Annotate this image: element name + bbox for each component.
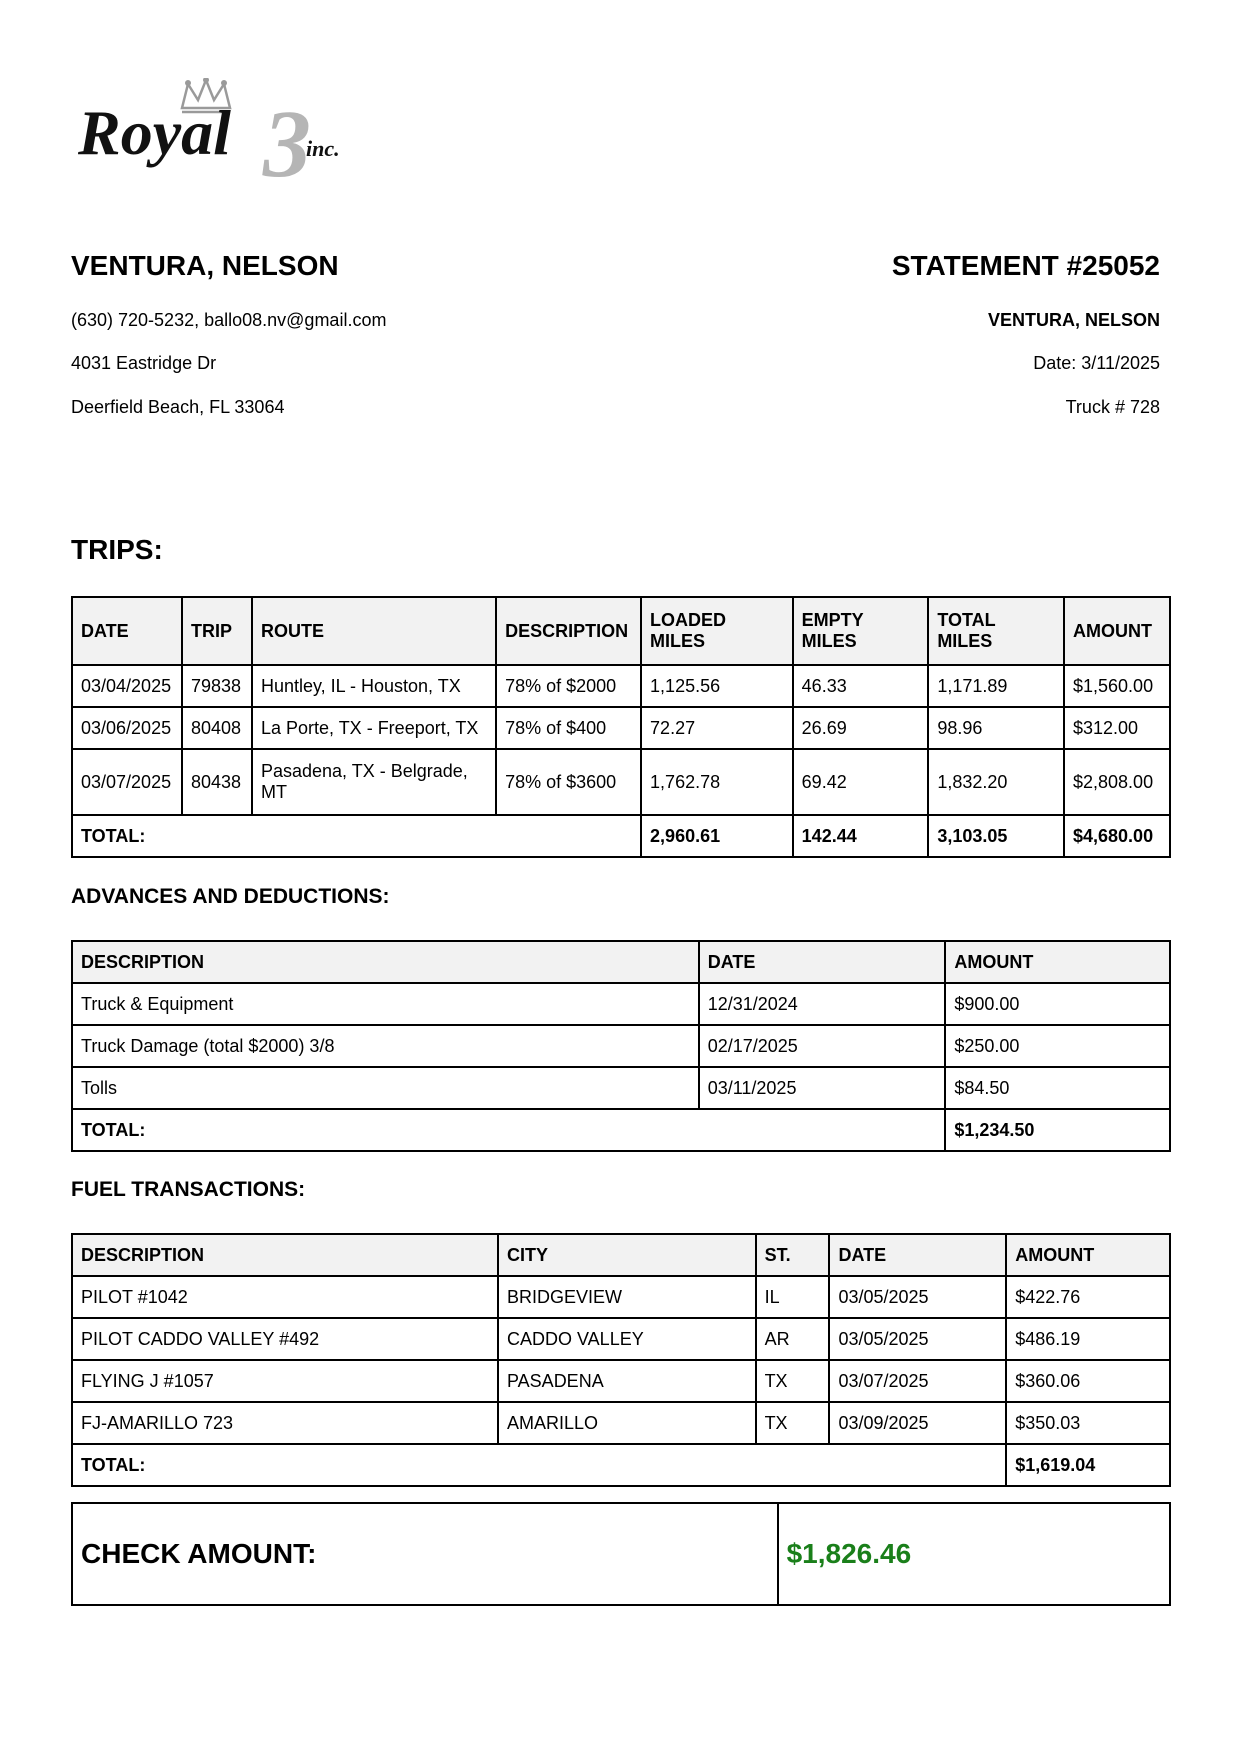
table-row xyxy=(72,983,1170,1025)
fuel-city: CADDO VALLEY xyxy=(498,1318,756,1360)
fuel-amount: $350.03 xyxy=(1006,1402,1170,1444)
fuel-state: IL xyxy=(756,1276,830,1318)
fuel-description: FLYING J #1057 xyxy=(72,1360,498,1402)
fuel-state: TX xyxy=(756,1402,830,1444)
advance-amount: $250.00 xyxy=(945,1025,1170,1067)
advance-date: 02/17/2025 xyxy=(699,1025,946,1067)
royal3-logo-graphic xyxy=(78,78,378,188)
trip-loaded-miles: 1,762.78 xyxy=(641,749,793,815)
fuel-header-row xyxy=(72,1234,1170,1276)
fuel-state: AR xyxy=(756,1318,830,1360)
check-amount-value: $1,826.46 xyxy=(778,1503,1170,1605)
trip-number: 79838 xyxy=(182,665,252,707)
trips-title: TRIPS: xyxy=(71,534,163,565)
check-amount-row xyxy=(72,1503,1170,1605)
trip-description: 78% of $400 xyxy=(496,707,641,749)
statement-title: STATEMENT #25052 xyxy=(891,250,1160,281)
logo-numeral: 3 xyxy=(263,90,311,188)
advance-amount: $84.50 xyxy=(945,1067,1170,1109)
statement-truck: Truck # 728 xyxy=(1065,397,1160,417)
driver-address-line2: Deerfield Beach, FL 33064 xyxy=(71,397,285,417)
col-header-empty-miles: EMPTY MILES xyxy=(793,597,929,665)
col-header-description: DESCRIPTION xyxy=(496,597,641,665)
trips-header-row xyxy=(72,597,1170,665)
fuel-table xyxy=(71,1233,1171,1487)
trip-date: 03/04/2025 xyxy=(72,665,182,707)
trips-total-row xyxy=(72,815,1170,857)
trip-number: 80438 xyxy=(182,749,252,815)
col-header-description: DESCRIPTION xyxy=(72,941,699,983)
trips-total-label: TOTAL: xyxy=(72,815,641,857)
table-row xyxy=(72,1318,1170,1360)
col-header-loaded-miles: LOADED MILES xyxy=(641,597,793,665)
statement-name: VENTURA, NELSON xyxy=(987,310,1160,330)
trip-empty-miles: 69.42 xyxy=(793,749,929,815)
advances-total-label: TOTAL: xyxy=(72,1109,945,1151)
trips-total-amount: $4,680.00 xyxy=(1064,815,1170,857)
advance-date: 03/11/2025 xyxy=(699,1067,946,1109)
fuel-total-row xyxy=(72,1444,1170,1486)
table-row xyxy=(72,707,1170,749)
trip-date: 03/07/2025 xyxy=(72,749,182,815)
fuel-description: PILOT #1042 xyxy=(72,1276,498,1318)
trip-loaded-miles: 1,125.56 xyxy=(641,665,793,707)
trip-number: 80408 xyxy=(182,707,252,749)
table-row xyxy=(72,665,1170,707)
col-header-state: ST. xyxy=(756,1234,830,1276)
trip-amount: $2,808.00 xyxy=(1064,749,1170,815)
fuel-total-amount: $1,619.04 xyxy=(1006,1444,1170,1486)
trip-route: Pasadena, TX - Belgrade, MT xyxy=(252,749,496,815)
check-amount-label: CHECK AMOUNT: xyxy=(72,1503,778,1605)
fuel-date: 03/07/2025 xyxy=(829,1360,1006,1402)
driver-name: VENTURA, NELSON xyxy=(71,250,339,281)
col-header-description: DESCRIPTION xyxy=(72,1234,498,1276)
fuel-amount: $422.76 xyxy=(1006,1276,1170,1318)
logo-suffix: inc. xyxy=(306,136,340,161)
trip-empty-miles: 46.33 xyxy=(793,665,929,707)
fuel-amount: $486.19 xyxy=(1006,1318,1170,1360)
trip-empty-miles: 26.69 xyxy=(793,707,929,749)
advance-date: 12/31/2024 xyxy=(699,983,946,1025)
trip-description: 78% of $2000 xyxy=(496,665,641,707)
advances-header-row xyxy=(72,941,1170,983)
advance-description: Tolls xyxy=(72,1067,699,1109)
trips-table xyxy=(71,596,1171,858)
company-logo xyxy=(78,78,378,188)
trips-total-miles: 3,103.05 xyxy=(928,815,1064,857)
table-row xyxy=(72,1067,1170,1109)
fuel-city: AMARILLO xyxy=(498,1402,756,1444)
fuel-date: 03/05/2025 xyxy=(829,1276,1006,1318)
trips-total-loaded: 2,960.61 xyxy=(641,815,793,857)
col-header-total-miles: TOTAL MILES xyxy=(928,597,1064,665)
advances-total-row xyxy=(72,1109,1170,1151)
fuel-city: PASADENA xyxy=(498,1360,756,1402)
col-header-amount: AMOUNT xyxy=(1064,597,1170,665)
fuel-date: 03/09/2025 xyxy=(829,1402,1006,1444)
trip-route: La Porte, TX - Freeport, TX xyxy=(252,707,496,749)
col-header-route: ROUTE xyxy=(252,597,496,665)
fuel-description: FJ-AMARILLO 723 xyxy=(72,1402,498,1444)
table-row xyxy=(72,1360,1170,1402)
trip-route: Huntley, IL - Houston, TX xyxy=(252,665,496,707)
fuel-city: BRIDGEVIEW xyxy=(498,1276,756,1318)
col-header-amount: AMOUNT xyxy=(1006,1234,1170,1276)
col-header-amount: AMOUNT xyxy=(945,941,1170,983)
table-row xyxy=(72,1402,1170,1444)
trip-total-miles: 1,832.20 xyxy=(928,749,1064,815)
trip-amount: $1,560.00 xyxy=(1064,665,1170,707)
col-header-date: DATE xyxy=(72,597,182,665)
advances-title: ADVANCES AND DEDUCTIONS: xyxy=(71,885,390,908)
advance-description: Truck Damage (total $2000) 3/8 xyxy=(72,1025,699,1067)
col-header-city: CITY xyxy=(498,1234,756,1276)
trip-total-miles: 98.96 xyxy=(928,707,1064,749)
driver-contact: (630) 720-5232, ballo08.nv@gmail.com xyxy=(71,310,387,330)
statement-date: Date: 3/11/2025 xyxy=(1033,353,1160,373)
check-amount-box xyxy=(71,1502,1171,1606)
trip-loaded-miles: 72.27 xyxy=(641,707,793,749)
fuel-title: FUEL TRANSACTIONS: xyxy=(71,1178,306,1201)
logo-word: Royal xyxy=(78,97,231,168)
advance-amount: $900.00 xyxy=(945,983,1170,1025)
col-header-date: DATE xyxy=(699,941,946,983)
table-row xyxy=(72,1025,1170,1067)
trips-total-empty: 142.44 xyxy=(793,815,929,857)
trip-date: 03/06/2025 xyxy=(72,707,182,749)
fuel-total-label: TOTAL: xyxy=(72,1444,1006,1486)
advances-table xyxy=(71,940,1171,1152)
table-row xyxy=(72,749,1170,815)
col-header-date: DATE xyxy=(829,1234,1006,1276)
advances-total-amount: $1,234.50 xyxy=(945,1109,1170,1151)
fuel-date: 03/05/2025 xyxy=(829,1318,1006,1360)
fuel-description: PILOT CADDO VALLEY #492 xyxy=(72,1318,498,1360)
fuel-amount: $360.06 xyxy=(1006,1360,1170,1402)
driver-address-line1: 4031 Eastridge Dr xyxy=(71,353,217,373)
advance-description: Truck & Equipment xyxy=(72,983,699,1025)
trip-amount: $312.00 xyxy=(1064,707,1170,749)
fuel-state: TX xyxy=(756,1360,830,1402)
trip-description: 78% of $3600 xyxy=(496,749,641,815)
trip-total-miles: 1,171.89 xyxy=(928,665,1064,707)
col-header-trip: TRIP xyxy=(182,597,252,665)
table-row xyxy=(72,1276,1170,1318)
